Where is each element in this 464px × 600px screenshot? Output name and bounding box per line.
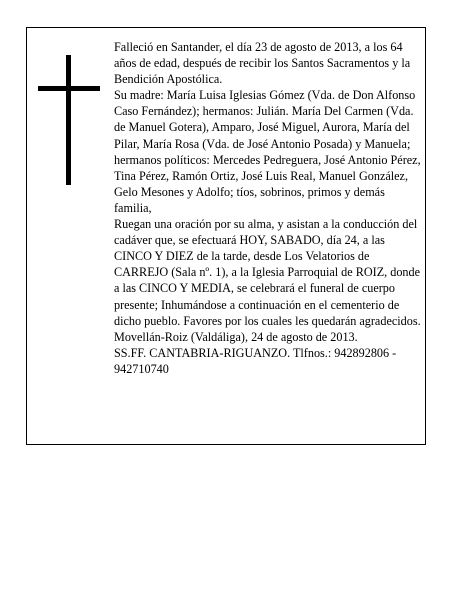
funeral-details: Ruegan una oración por su alma, y asistan a la conducción del cadáver que, se efectuará HOY, SABADO, día 24, a las CINCO Y DIEZ de la tarde, desde Los Velatorios de CARREJO (Sala nº. 1), a la Iglesia Parroquial de ROIZ, donde a las CINCO Y MEDIA, se celebrará el funeral de cuerpo presente; Inhumándose a continuación en el cementerio de dicho pueblo. Favores por los cuales les quedarán agradecidos.	[114, 217, 421, 328]
cross-horizontal-bar	[38, 86, 100, 91]
funeral-home-contact: SS.FF. CANTABRIA-RIGUANZO. Tlfnos.: 942892806 - 942710740	[114, 345, 397, 376]
death-announcement: Falleció en Santander, el día 23 de agosto de 2013, a los 64 años de edad, después de recibir los Santos Sacramentos y la Bendición Apostólica.	[114, 40, 411, 87]
family-list: Su madre: María Luisa Iglesias Gómez (Vda. de Don Alfonso Caso Fernández); hermanos: Julián. María Del Carmen (Vda. de Manuel Gotera), Amparo, José Miguel, Aurora, María del Pilar, María Rosa (Vda. de José Antonio Posada) y Manuela; hermanos políticos: Mercedes Pedreguera, José Antonio Pérez, Tina Pérez, Ramón Ortiz, José Luis Real, Manuel González, Gelo Mesones y Adolfo; tíos, sobrinos, primos y demás familia,	[114, 88, 421, 215]
cross-vertical-bar	[66, 55, 71, 185]
place-date: Movellán-Roiz (Valdáliga), 24 de agosto de 2013.	[114, 329, 358, 344]
obituary-text	[114, 39, 424, 377]
